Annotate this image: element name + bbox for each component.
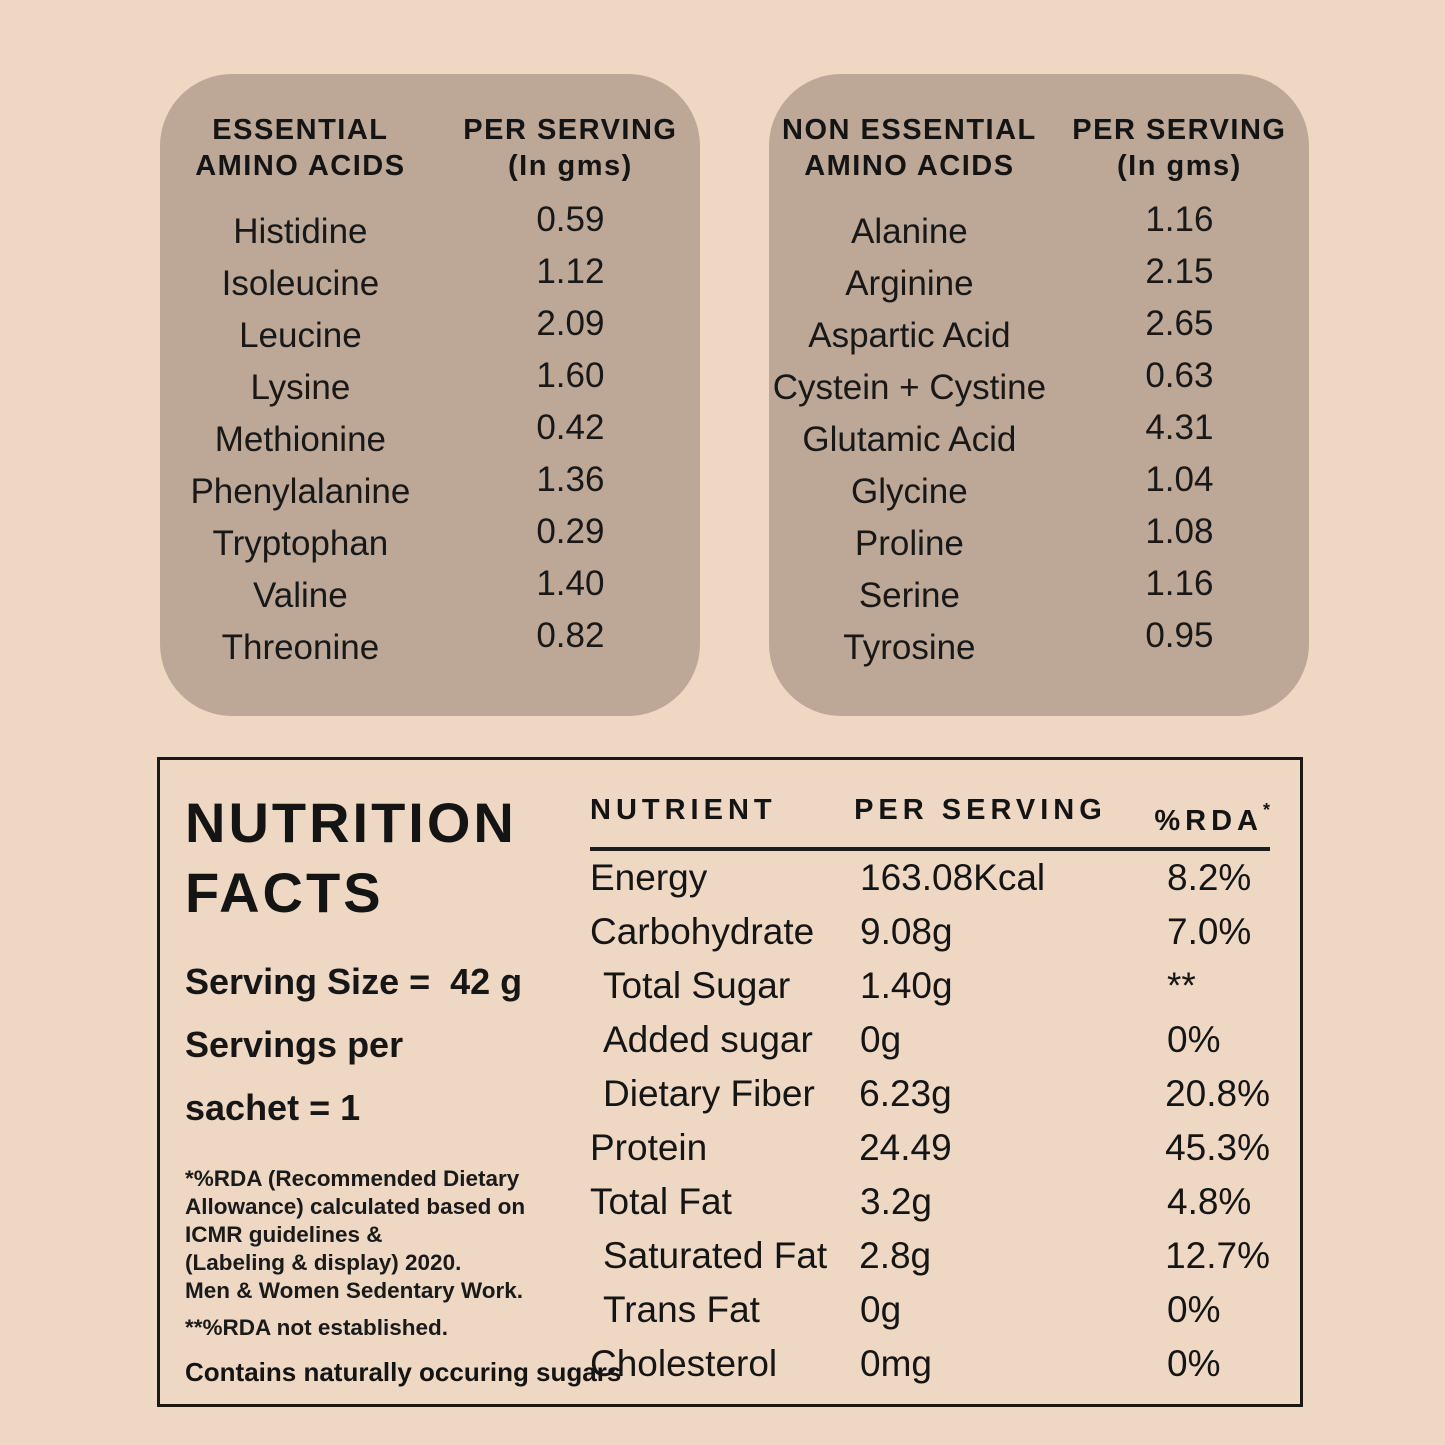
nutrient-rda: 0% bbox=[1167, 1343, 1221, 1384]
nutrient-per-serving: 0g bbox=[860, 1289, 902, 1330]
rda-footnote-line: Allowance) calculated based on bbox=[185, 1194, 526, 1219]
amino-row bbox=[769, 564, 1309, 622]
nutrient-name: Dietary Fiber bbox=[603, 1073, 815, 1114]
nutrient-name: Carbohydrate bbox=[590, 911, 815, 952]
nutrient-rda: 0% bbox=[1167, 1019, 1221, 1060]
amino-value: 1.36 bbox=[536, 460, 605, 499]
amino-row bbox=[160, 460, 700, 518]
nutrient-per-serving: 24.49 bbox=[859, 1127, 952, 1168]
header-rda-asterisk: * bbox=[1262, 800, 1270, 820]
amino-row bbox=[769, 252, 1309, 310]
table-row bbox=[590, 1067, 1270, 1121]
essential-title-line1: ESSENTIAL bbox=[212, 114, 389, 146]
amino-name: Proline bbox=[854, 524, 964, 563]
header-per-serving: PER SERVING bbox=[854, 794, 1107, 826]
rda-footnote-line: ICMR guidelines & bbox=[185, 1222, 383, 1247]
amino-name: Methionine bbox=[214, 420, 387, 459]
nutrient-name: Added sugar bbox=[603, 1019, 813, 1060]
nutrient-per-serving: 163.08Kcal bbox=[860, 857, 1046, 898]
non-essential-panel-header bbox=[769, 74, 1309, 184]
rda-footnote-line: *%RDA (Recommended Dietary bbox=[185, 1166, 520, 1191]
table-row bbox=[590, 905, 1270, 959]
non-essential-title-line1: NON ESSENTIAL bbox=[782, 114, 1037, 146]
header-nutrient: NUTRIENT bbox=[590, 794, 777, 826]
nutrient-rda: 45.3% bbox=[1165, 1127, 1270, 1168]
amino-name: Cystein + Cystine bbox=[772, 368, 1047, 407]
nutrient-rda: 8.2% bbox=[1167, 857, 1252, 898]
amino-row bbox=[769, 616, 1309, 674]
amino-row bbox=[769, 304, 1309, 362]
nutrient-per-serving: 3.2g bbox=[860, 1181, 933, 1222]
nutrient-rda: ** bbox=[1167, 965, 1196, 1006]
essential-serving-header-line2: (In gms) bbox=[508, 150, 633, 182]
amino-name: Threonine bbox=[221, 628, 380, 667]
nutrient-table bbox=[590, 792, 1270, 1391]
nutrient-table-header bbox=[590, 792, 1270, 839]
nutrition-facts-panel bbox=[157, 757, 1303, 1407]
amino-value: 0.82 bbox=[536, 616, 605, 655]
amino-value: 1.04 bbox=[1145, 460, 1214, 499]
nutrient-table-body bbox=[590, 851, 1270, 1391]
nutrient-per-serving: 0g bbox=[860, 1019, 902, 1060]
amino-row bbox=[160, 408, 700, 466]
nutrient-name: Trans Fat bbox=[603, 1289, 760, 1330]
table-row bbox=[590, 1121, 1270, 1175]
nutrition-facts-title bbox=[185, 788, 585, 928]
amino-value: 0.95 bbox=[1145, 616, 1214, 655]
nutrient-rda: 20.8% bbox=[1165, 1073, 1270, 1114]
table-row bbox=[590, 959, 1270, 1013]
essential-panel-header bbox=[160, 74, 700, 184]
nutrient-per-serving: 6.23g bbox=[859, 1073, 952, 1114]
essential-serving-header bbox=[441, 112, 700, 184]
amino-row bbox=[160, 356, 700, 414]
title-line1: NUTRITION bbox=[185, 791, 517, 854]
nutrient-per-serving: 1.40g bbox=[860, 965, 953, 1006]
table-row bbox=[590, 1337, 1270, 1391]
contains-sugars-note: Contains naturally occuring sugars bbox=[185, 1357, 622, 1387]
table-row bbox=[590, 851, 1270, 905]
amino-name: Lysine bbox=[250, 368, 351, 407]
amino-value: 1.16 bbox=[1145, 564, 1214, 603]
serving-size-line: Serving Size = 42 g bbox=[185, 961, 523, 1002]
non-essential-title-line2: AMINO ACIDS bbox=[804, 150, 1015, 182]
essential-serving-header-line1: PER SERVING bbox=[463, 114, 678, 146]
amino-name: Leucine bbox=[239, 316, 362, 355]
nutrient-per-serving: 9.08g bbox=[860, 911, 953, 952]
amino-value: 1.12 bbox=[536, 252, 605, 291]
sachet-line: sachet = 1 bbox=[185, 1087, 361, 1128]
amino-row bbox=[160, 200, 700, 258]
amino-name: Glycine bbox=[851, 472, 968, 511]
non-essential-panel-title bbox=[769, 112, 1050, 184]
amino-name: Tryptophan bbox=[212, 524, 389, 563]
nutrient-name: Total Fat bbox=[590, 1181, 732, 1222]
nutrient-rda: 0% bbox=[1167, 1289, 1221, 1330]
amino-row bbox=[160, 564, 700, 622]
nutrient-rda: 7.0% bbox=[1167, 911, 1252, 952]
essential-amino-rows bbox=[160, 200, 700, 674]
header-rda bbox=[1154, 792, 1270, 839]
amino-name: Phenylalanine bbox=[190, 472, 411, 511]
nutrient-name: Energy bbox=[590, 857, 708, 898]
nutrient-per-serving: 0mg bbox=[860, 1343, 932, 1384]
table-row bbox=[590, 1283, 1270, 1337]
table-row bbox=[590, 1175, 1270, 1229]
non-essential-serving-header-line1: PER SERVING bbox=[1072, 114, 1287, 146]
non-essential-amino-acids-panel bbox=[769, 74, 1309, 716]
amino-row bbox=[769, 408, 1309, 466]
amino-value: 0.59 bbox=[536, 200, 605, 239]
amino-name: Serine bbox=[858, 576, 960, 615]
amino-name: Arginine bbox=[845, 264, 974, 303]
amino-value: 2.09 bbox=[536, 304, 605, 343]
nutrient-name: Cholesterol bbox=[590, 1343, 778, 1384]
table-row bbox=[590, 1013, 1270, 1067]
amino-row bbox=[769, 356, 1309, 414]
amino-value: 4.31 bbox=[1145, 408, 1214, 447]
amino-name: Histidine bbox=[233, 212, 368, 251]
nutrient-rda: 12.7% bbox=[1165, 1235, 1270, 1276]
serving-info bbox=[185, 960, 585, 1129]
amino-row bbox=[769, 512, 1309, 570]
amino-name: Tyrosine bbox=[843, 628, 976, 667]
nutrition-facts-left-column bbox=[185, 788, 585, 1341]
amino-value: 0.29 bbox=[536, 512, 605, 551]
nutrient-rda: 4.8% bbox=[1167, 1181, 1252, 1222]
amino-row bbox=[160, 512, 700, 570]
amino-row bbox=[769, 200, 1309, 258]
amino-name: Isoleucine bbox=[221, 264, 380, 303]
essential-amino-acids-panel bbox=[160, 74, 700, 716]
table-row bbox=[590, 1229, 1270, 1283]
amino-name: Glutamic Acid bbox=[802, 420, 1017, 459]
servings-per-line: Servings per bbox=[185, 1024, 404, 1065]
nutrient-name: Total Sugar bbox=[603, 965, 791, 1006]
amino-value: 1.40 bbox=[536, 564, 605, 603]
amino-name: Aspartic Acid bbox=[808, 316, 1011, 355]
nutrient-per-serving: 2.8g bbox=[859, 1235, 932, 1276]
amino-value: 0.42 bbox=[536, 408, 605, 447]
rda-not-established-note: **%RDA not established. bbox=[185, 1315, 448, 1340]
nutrient-name: Protein bbox=[590, 1127, 708, 1168]
nutrient-name: Saturated Fat bbox=[603, 1235, 828, 1276]
amino-row bbox=[160, 616, 700, 674]
non-essential-serving-header bbox=[1050, 112, 1309, 184]
title-line2: FACTS bbox=[185, 861, 384, 924]
amino-value: 2.15 bbox=[1145, 252, 1214, 291]
non-essential-serving-header-line2: (In gms) bbox=[1117, 150, 1242, 182]
amino-value: 2.65 bbox=[1145, 304, 1214, 343]
amino-row bbox=[160, 252, 700, 310]
amino-value: 1.08 bbox=[1145, 512, 1214, 551]
amino-row bbox=[160, 304, 700, 362]
rda-footnote-line: (Labeling & display) 2020. bbox=[185, 1250, 462, 1275]
amino-row bbox=[769, 460, 1309, 518]
header-rda-text: %RDA bbox=[1154, 805, 1263, 837]
amino-name: Alanine bbox=[851, 212, 968, 251]
amino-value: 1.16 bbox=[1145, 200, 1214, 239]
amino-name: Valine bbox=[253, 576, 348, 615]
essential-panel-title bbox=[160, 112, 441, 184]
essential-title-line2: AMINO ACIDS bbox=[195, 150, 406, 182]
rda-footnote-line: Men & Women Sedentary Work. bbox=[185, 1278, 523, 1303]
rda-footnote bbox=[185, 1165, 585, 1305]
amino-value: 0.63 bbox=[1145, 356, 1214, 395]
amino-value: 1.60 bbox=[536, 356, 605, 395]
non-essential-amino-rows bbox=[769, 200, 1309, 674]
